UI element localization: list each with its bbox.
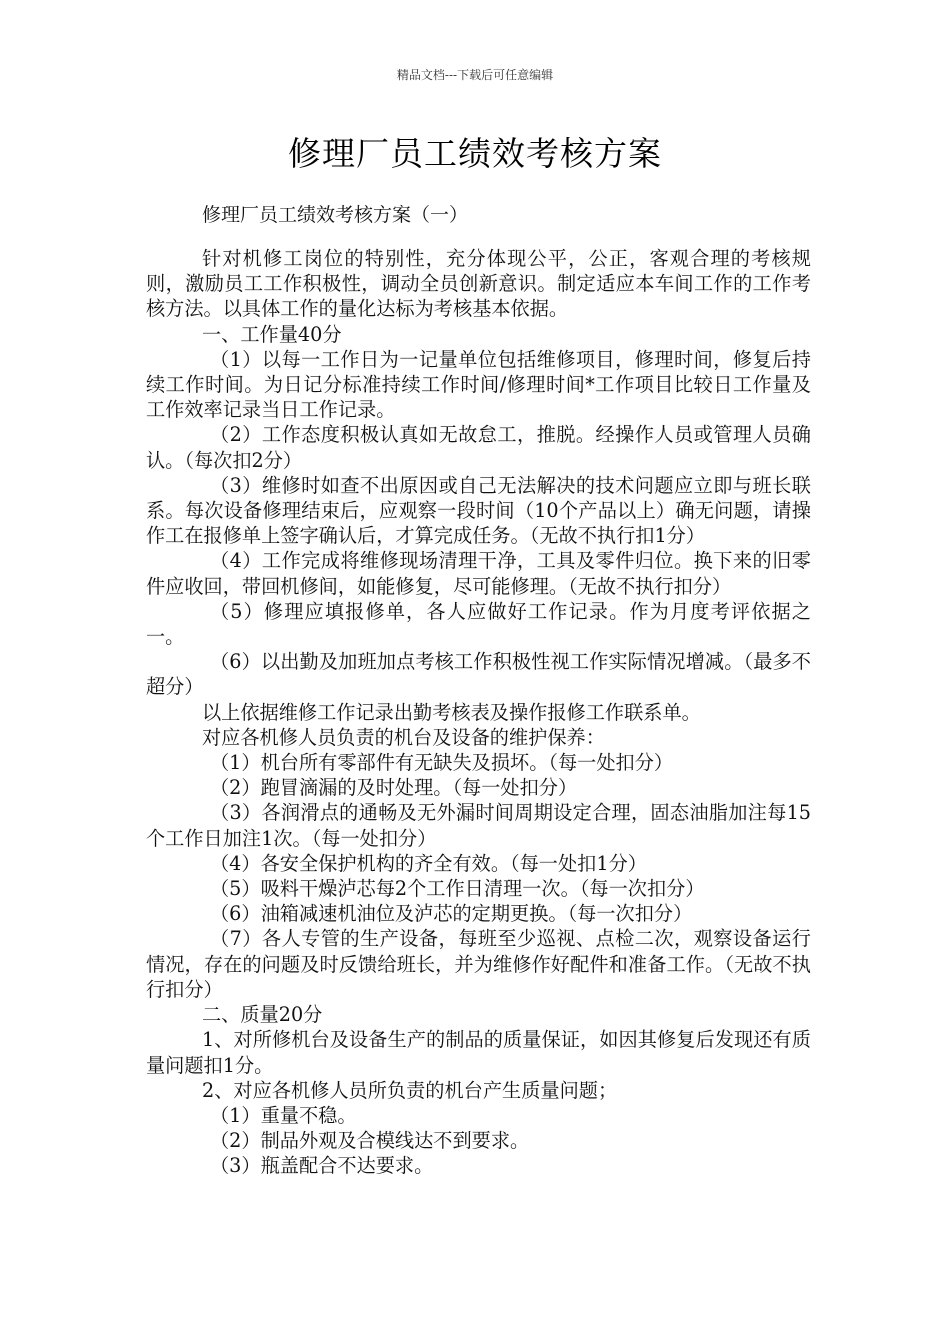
list-item: （1）以每一工作日为一记量单位包括维修项目，修理时间，修复后持续工作时间。为日记分标准持续工作时间/修理时间*工作项目比较日工作量及工作效率记录当日工作记录。 bbox=[146, 347, 811, 422]
list-item: （4）工作完成将维修现场清理干净，工具及零件归位。换下来的旧零件应收回，带回机修间，如能修复，尽可能修理。（无故不执行扣分） bbox=[146, 549, 811, 598]
intro-paragraph: 针对机修工岗位的特别性，充分体现公平，公正，客观合理的考核规则，激励员工工作积极性，调动全员创新意识。制定适应本车间工作的工作考核方法。以具体工作的量化达标为考核基本依据。 bbox=[146, 247, 811, 321]
body-paragraph: 1、对所修机台及设备生产的制品的质量保证，如因其修复后发现还有质量问题扣1分。 bbox=[146, 1028, 811, 1077]
section-heading: 一、工作量40分 bbox=[202, 322, 342, 346]
list-item: （6）以出勤及加班加点考核工作积极性视工作实际情况增减。（最多不超分） bbox=[146, 650, 811, 699]
list-item: （2）制品外观及合模线达不到要求。 bbox=[210, 1129, 530, 1153]
list-item: （2）跑冒滴漏的及时处理。（每一处扣分） bbox=[210, 776, 578, 800]
list-item: （5）吸料干燥泸芯每2个工作日清理一次。（每一次扣分） bbox=[210, 877, 705, 901]
header-note: 精品文档---下载后可任意编辑 bbox=[396, 68, 554, 82]
list-item: （1）机台所有零部件有无缺失及损坏。（每一处扣分） bbox=[210, 751, 674, 775]
list-item: （2）工作态度积极认真如无故怠工，推脱。经操作人员或管理人员确认。（每次扣2分） bbox=[146, 423, 811, 472]
body-paragraph: 对应各机修人员负责的机台及设备的维护保养： bbox=[202, 725, 605, 749]
list-item: （5）修理应填报修单，各人应做好工作记录。作为月度考评依据之一。 bbox=[146, 599, 811, 649]
document-title: 修理厂员工绩效考核方案 bbox=[288, 134, 662, 173]
body-paragraph: 2、对应各机修人员所负责的机台产生质量问题； bbox=[202, 1078, 618, 1102]
list-item: （7）各人专管的生产设备，每班至少巡视、点检二次，观察设备运行情况，存在的问题及时反馈给班长，并为维修作好配件和准备工作。（无故不执行扣分） bbox=[146, 927, 811, 1001]
list-item: （3）瓶盖配合不达要求。 bbox=[210, 1154, 434, 1178]
section-heading: 二、质量20分 bbox=[202, 1003, 323, 1027]
list-item: （6）油箱减速机油位及泸芯的定期更换。（每一次扣分） bbox=[210, 902, 693, 926]
list-item: （3）各润滑点的通畅及无外漏时间周期设定合理，固态油脂加注每15个工作日加注1次。（每一处扣分） bbox=[146, 801, 811, 850]
list-item: （1）重量不稳。 bbox=[210, 1103, 357, 1127]
document-body bbox=[146, 246, 811, 1179]
list-item: （3）维修时如查不出原因或自己无法解决的技术问题应立即与班长联系。每次设备修理结束后，应观察一段时间（10个产品以上）确无问题，请操作工在报修单上签字确认后，才算完成任务。（无故不执行扣1分） bbox=[146, 473, 811, 548]
document-subtitle: 修理厂员工绩效考核方案（一） bbox=[202, 204, 469, 226]
body-paragraph: 以上依据维修工作记录出勤考核表及操作报修工作联系单。 bbox=[202, 700, 701, 724]
list-item: （4）各安全保护机构的齐全有效。（每一处扣1分） bbox=[210, 851, 647, 875]
